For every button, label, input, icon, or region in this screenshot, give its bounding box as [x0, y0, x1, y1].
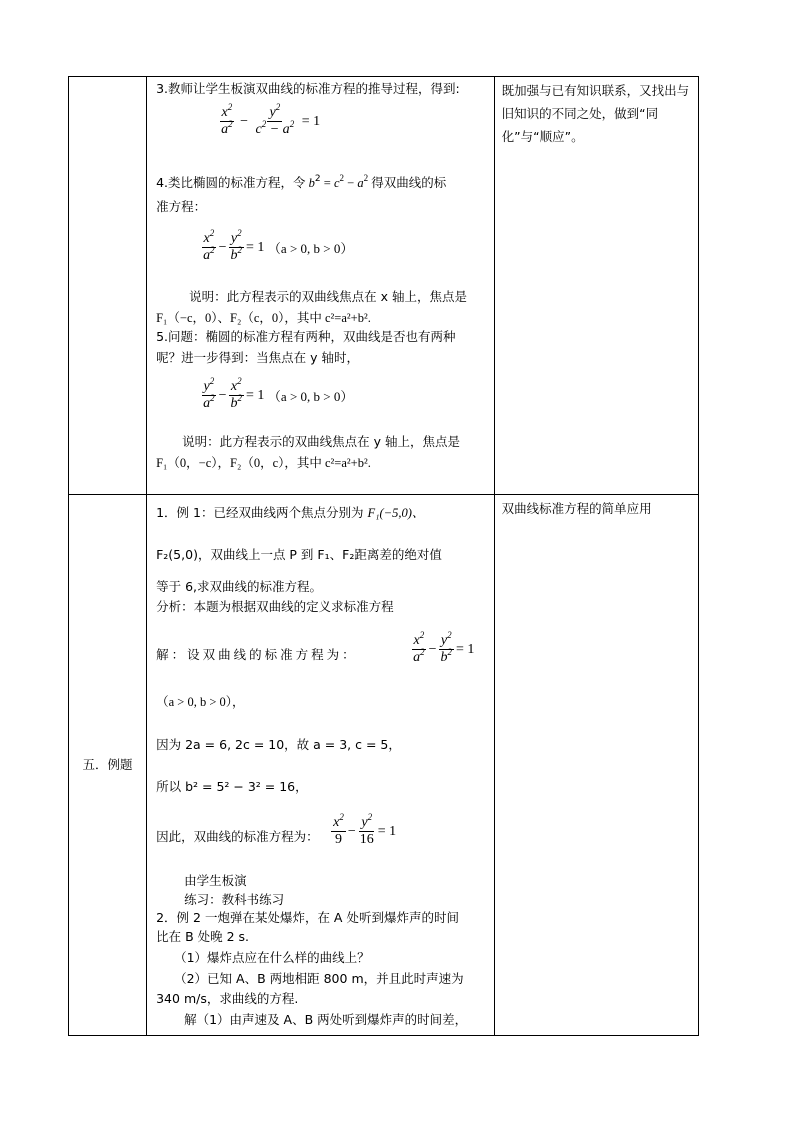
item3-intro: 3.教师让学生板演双曲线的标准方程的推导过程，得到: [156, 81, 460, 96]
equation-derived: $\frac{x^2}{a^2}$ − $\frac{y^2}{c^2 - a^2}$ = 1 [221, 102, 321, 137]
answer-equation: $\frac{x^2}{9}$ − $\frac{y^2}{16}$ = 1 [333, 812, 397, 847]
section-cell [69, 495, 147, 1036]
practice-text: 练习：教科书练习 [184, 892, 285, 907]
example2-line1: 2．例 2 一炮弹在某处爆炸，在 A 处听到爆炸声的时间 [156, 910, 459, 925]
note2-line1: 说明：此方程表示的双曲线焦点在 y 轴上，焦点是 [182, 434, 460, 449]
comment-text: 既加强与已有知识联系，又找出与旧知识的不同之处，做到“同化”与“顺应”。 [501, 83, 690, 144]
note2-line2: F₁（0，−c），F₂（0，c），其中 c²=a²+b². [156, 456, 371, 470]
lesson-table [68, 76, 699, 1036]
example2-solution: 解（1）由声速及 A、B 两处听到爆炸声的时间差， [184, 1012, 468, 1027]
section-label: 五．例题 [82, 757, 133, 772]
equation-x-axis: $\frac{x^2}{a^2}$ − $\frac{y^2}{b^2}$ = 1 （a > 0, b > 0） [203, 228, 354, 263]
item5-line1: 5.问题：椭圆的标准方程有两种，双曲线是否也有两种 [156, 329, 456, 344]
example2-line2: 比在 B 处晚 2 s. [156, 929, 250, 944]
comment-cell [494, 77, 698, 495]
example1-line2: F₂(5,0)，双曲线上一点 P 到 F₁、F₂距离差的绝对值 [156, 547, 442, 562]
hence-line: 因此，双曲线的标准方程为： [156, 829, 319, 844]
example1-line1: 1．例 1：已经双曲线两个焦点分别为 F₁(−5,0)、 [156, 505, 425, 520]
note1-line2: F₁（−c，0）、F₂（c，0），其中 c²=a²+b². [156, 311, 371, 325]
so-line: 所以 b² = 5² − 3² = 16， [156, 779, 308, 794]
solution-equation: $\frac{x^2}{a^2}$ − $\frac{y^2}{b^2}$ = 1 [413, 630, 475, 665]
example1-line3: 等于 6,求双曲线的标准方程。 [156, 579, 323, 594]
because-line: 因为 2a = 6, 2c = 10，故 a = 3, c = 5， [156, 737, 401, 752]
item4-line2: 准方程： [156, 199, 207, 214]
content-cell [147, 77, 495, 495]
analysis-text: 分析：本题为根据双曲线的定义求标准方程 [156, 599, 394, 614]
item4-line1: 4.类比椭圆的标准方程，令 $b^2 = c^2 - a^2$ 得双曲线的标 [156, 173, 447, 190]
content-cell [147, 495, 495, 1036]
section-cell [69, 77, 147, 495]
example2-question2-line2: 340 m/s，求曲线的方程. [156, 991, 299, 1006]
board-text: 由学生板演 [184, 873, 247, 888]
comment-text: 双曲线标准方程的简单应用 [501, 501, 652, 516]
table-row [69, 77, 699, 495]
comment-cell [494, 495, 698, 1036]
solution-condition: （a > 0, b > 0）， [156, 695, 245, 709]
example2-question1: （1）爆炸点应在什么样的曲线上？ [174, 950, 370, 965]
equation-y-axis: $\frac{y^2}{a^2}$ − $\frac{x^2}{b^2}$ = 1 （a > 0, b > 0） [203, 376, 354, 411]
solution-intro: 解：设双曲线的标准方程为： [156, 647, 358, 662]
example2-question2-line1: （2）已知 A、B 两地相距 800 m，并且此时声速为 [174, 971, 464, 986]
note1-line1: 说明：此方程表示的双曲线焦点在 x 轴上，焦点是 [189, 289, 467, 304]
table-row [69, 495, 699, 1036]
item5-line2: 呢？进一步得到：当焦点在 y 轴时， [156, 350, 359, 365]
